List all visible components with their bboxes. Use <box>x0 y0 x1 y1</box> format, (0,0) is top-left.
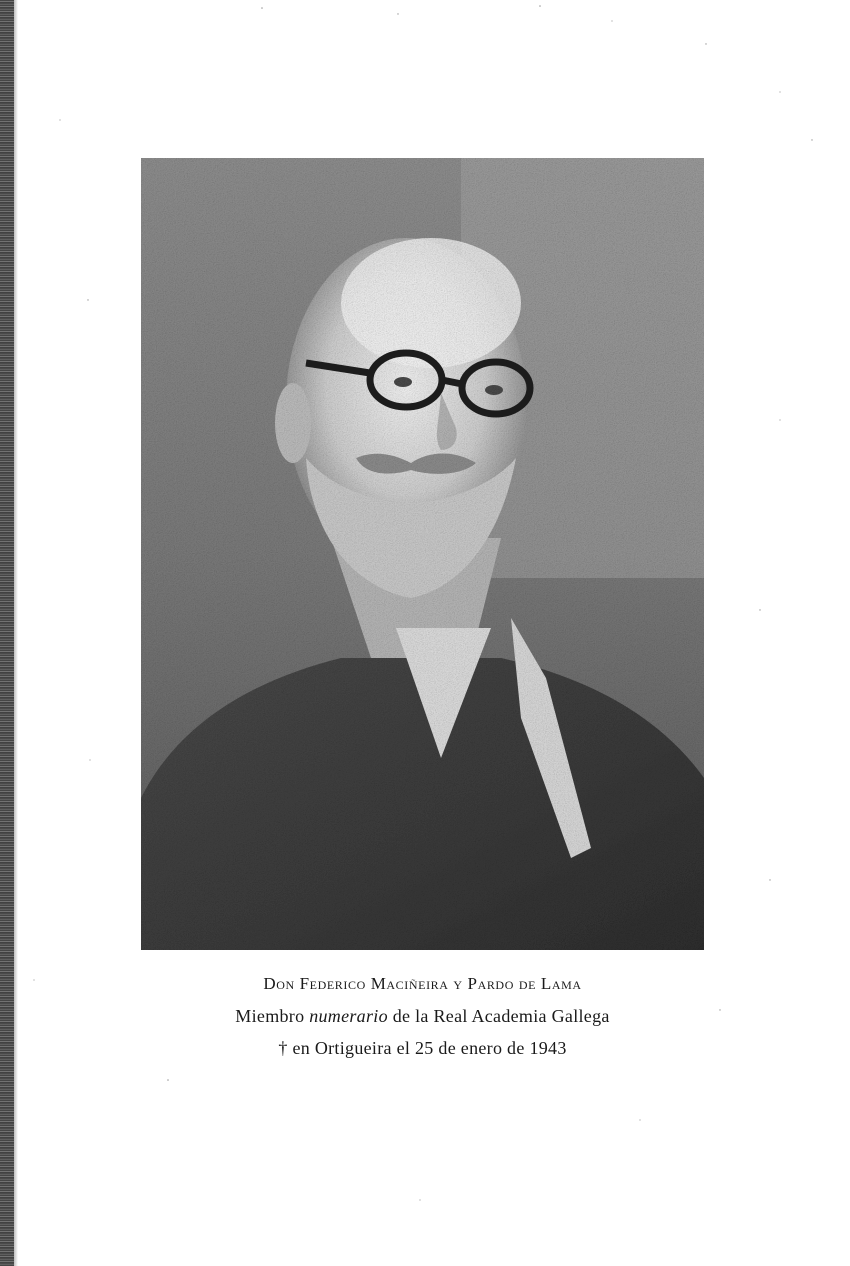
caption-role <box>141 1000 704 1032</box>
caption-role-prefix: Miembro <box>235 1006 310 1026</box>
portrait-photo-image <box>141 158 704 950</box>
page-binding-edge <box>0 0 14 1266</box>
caption-role-emphasis: numerario <box>309 1006 388 1026</box>
caption-death-note: † en Ortigueira el 25 de enero de 1943 <box>278 1038 567 1058</box>
photo-caption <box>141 968 704 1064</box>
portrait-photo <box>141 158 704 950</box>
caption-name: Don Federico Maciñeira y Pardo de Lama <box>263 974 582 993</box>
caption-role-suffix: de la Real Academia Gallega <box>387 1006 610 1026</box>
